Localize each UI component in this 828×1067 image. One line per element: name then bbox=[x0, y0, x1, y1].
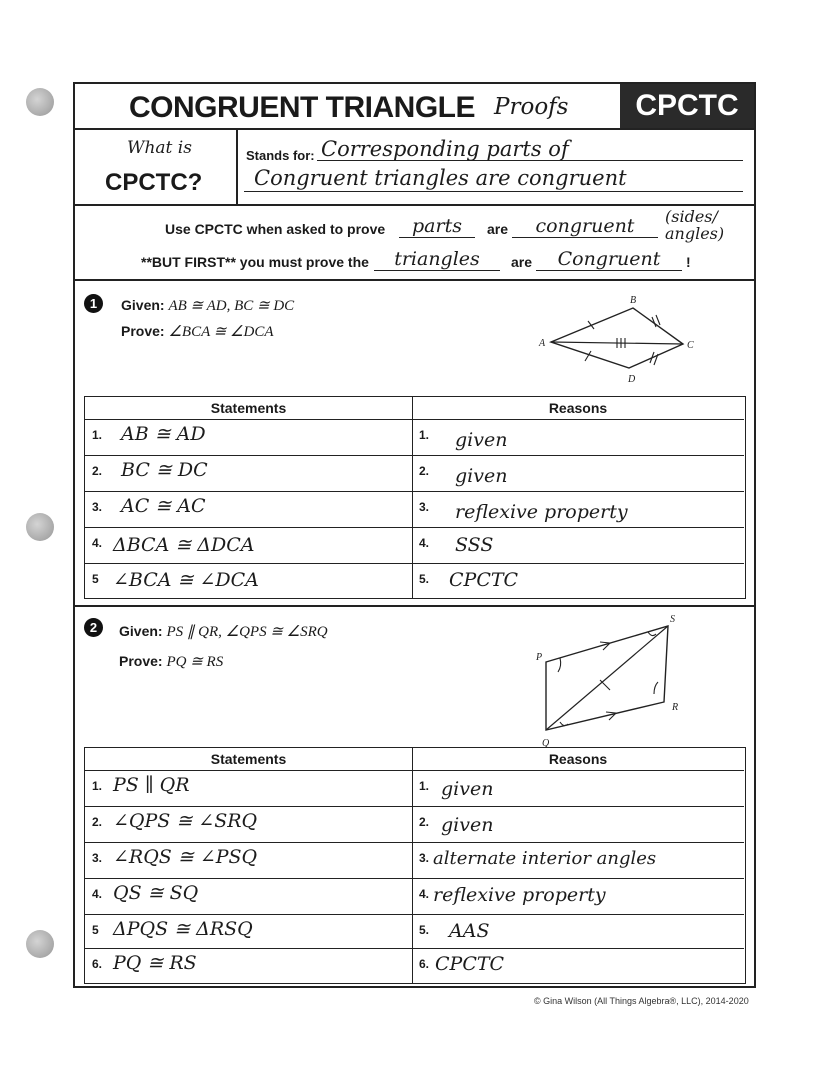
statement-number: 2. bbox=[92, 815, 103, 829]
statement-text: PQ ≅ RS bbox=[113, 952, 197, 974]
stands-for-line-2: Congruent triangles are congruent bbox=[244, 166, 743, 192]
copyright-notice: © Gina Wilson (All Things Algebra®, LLC), 2014-2020 bbox=[534, 996, 749, 1006]
usage-line2-mid: are bbox=[511, 254, 533, 270]
table-row bbox=[85, 491, 744, 527]
statement-text: AC ≅ AC bbox=[121, 495, 206, 517]
problem-2-given bbox=[119, 622, 328, 641]
given-statement: AB ≅ AD, BC ≅ DC bbox=[168, 298, 295, 314]
statement-text: ΔPQS ≅ ΔRSQ bbox=[113, 918, 253, 940]
statement-number: 6. bbox=[92, 957, 103, 971]
reason-text: given bbox=[441, 814, 494, 836]
term-label: CPCTC? bbox=[105, 169, 203, 196]
statement-number: 5 bbox=[92, 923, 99, 937]
prove-label: Prove: bbox=[119, 653, 163, 669]
reason-number: 5. bbox=[419, 572, 430, 586]
problem-2-proof-table bbox=[84, 747, 746, 984]
statement-number: 4. bbox=[92, 887, 103, 901]
table-row bbox=[85, 527, 744, 563]
topic-tag: CPCTC bbox=[620, 84, 754, 128]
statements-header: Statements bbox=[210, 751, 287, 767]
reason-text: given bbox=[455, 465, 508, 487]
statement-number: 5 bbox=[92, 572, 99, 586]
binder-hole-middle bbox=[26, 513, 54, 541]
reason-number: 3. bbox=[419, 851, 430, 865]
usage-line1-blank1: parts bbox=[399, 216, 475, 238]
usage-line2-end: ! bbox=[686, 254, 691, 270]
reason-text: SSS bbox=[455, 534, 494, 556]
reason-number: 6. bbox=[419, 957, 430, 971]
usage-line1-blank2: congruent bbox=[512, 216, 658, 238]
given-label: Given: bbox=[121, 297, 165, 313]
worksheet bbox=[73, 82, 756, 988]
usage-line1-note: (sides/ angles) bbox=[665, 207, 725, 243]
problem-1-number: 1 bbox=[84, 294, 103, 313]
title-row bbox=[75, 84, 754, 130]
kite-diagram bbox=[533, 290, 693, 395]
reasons-header: Reasons bbox=[548, 751, 608, 767]
problem-2-number: 2 bbox=[84, 618, 103, 637]
reason-text: given bbox=[441, 778, 494, 800]
statement-text: BC ≅ DC bbox=[121, 459, 208, 481]
definition-term-cell bbox=[75, 130, 238, 204]
page-title-script: Proofs bbox=[494, 94, 569, 120]
table-row bbox=[85, 419, 744, 455]
vertex-label-r: R bbox=[672, 702, 679, 713]
statement-text: ∠BCA ≅ ∠DCA bbox=[113, 569, 259, 591]
problem-1-prove bbox=[121, 322, 274, 341]
vertex-label-d: D bbox=[628, 374, 636, 385]
stands-for-line-1: Corresponding parts of bbox=[317, 137, 743, 161]
reason-text: AAS bbox=[449, 920, 490, 942]
usage-line1-mid: are bbox=[487, 221, 509, 237]
parallelogram-svg bbox=[530, 610, 690, 750]
kite-svg bbox=[533, 290, 693, 390]
reason-number: 5. bbox=[419, 923, 430, 937]
statement-text: ∠QPS ≅ ∠SRQ bbox=[113, 810, 258, 832]
table-row bbox=[85, 842, 744, 878]
binder-hole-top bbox=[26, 88, 54, 116]
reason-text: reflexive property bbox=[433, 884, 606, 906]
table-row bbox=[85, 878, 744, 914]
usage-line2-blank1: triangles bbox=[374, 249, 500, 271]
table-row bbox=[85, 563, 744, 597]
what-is-label: What is bbox=[127, 138, 192, 158]
vertex-label-s: S bbox=[670, 614, 675, 625]
parallelogram-diagram bbox=[530, 610, 690, 755]
table-row bbox=[85, 770, 744, 806]
binder-hole-bottom bbox=[26, 930, 54, 958]
statement-text: ∠RQS ≅ ∠PSQ bbox=[113, 846, 258, 868]
reason-number: 1. bbox=[419, 428, 430, 442]
reason-number: 1. bbox=[419, 779, 430, 793]
given-statement: PS ∥ QR, ∠QPS ≅ ∠SRQ bbox=[166, 624, 328, 640]
given-label: Given: bbox=[119, 623, 163, 639]
prove-statement: ∠BCA ≅ ∠DCA bbox=[168, 324, 274, 340]
vertex-label-a: A bbox=[539, 338, 546, 349]
statement-number: 4. bbox=[92, 536, 103, 550]
reason-number: 4. bbox=[419, 887, 430, 901]
usage-line2-prefix: **BUT FIRST** you must prove the bbox=[141, 254, 369, 270]
statement-number: 2. bbox=[92, 464, 103, 478]
vertex-label-c: C bbox=[687, 340, 694, 351]
statement-number: 3. bbox=[92, 851, 103, 865]
vertex-label-q: Q bbox=[542, 738, 550, 749]
usage-row bbox=[75, 206, 754, 281]
reason-text: CPCTC bbox=[449, 569, 519, 591]
statement-number: 1. bbox=[92, 428, 103, 442]
statement-number: 3. bbox=[92, 500, 103, 514]
statements-header: Statements bbox=[210, 400, 287, 416]
reason-number: 3. bbox=[419, 500, 430, 514]
reason-text: reflexive property bbox=[455, 501, 628, 523]
reason-text: given bbox=[455, 429, 508, 451]
usage-line2-blank2: Congruent bbox=[536, 249, 682, 271]
stands-for-label: Stands for: bbox=[246, 148, 315, 163]
reason-text: CPCTC bbox=[435, 953, 505, 975]
problem-1-proof-table bbox=[84, 396, 746, 599]
problem-divider bbox=[75, 605, 754, 607]
definition-row bbox=[75, 130, 754, 206]
table-row bbox=[85, 806, 744, 842]
statement-text: AB ≅ AD bbox=[121, 423, 206, 445]
prove-statement: PQ ≅ RS bbox=[166, 654, 224, 670]
statement-text: PS ∥ QR bbox=[113, 774, 190, 796]
table-row bbox=[85, 914, 744, 948]
statement-text: QS ≅ SQ bbox=[113, 882, 199, 904]
reason-number: 2. bbox=[419, 815, 430, 829]
usage-line1-prefix: Use CPCTC when asked to prove bbox=[165, 221, 386, 237]
vertex-label-b: B bbox=[630, 295, 637, 306]
vertex-label-p: P bbox=[536, 652, 543, 663]
table-row bbox=[85, 948, 744, 982]
reasons-header: Reasons bbox=[548, 400, 608, 416]
problem-1-given bbox=[121, 296, 294, 315]
reason-text: alternate interior angles bbox=[433, 848, 657, 869]
prove-label: Prove: bbox=[121, 323, 165, 339]
reason-number: 2. bbox=[419, 464, 430, 478]
statement-text: ΔBCA ≅ ΔDCA bbox=[113, 534, 255, 556]
reason-number: 4. bbox=[419, 536, 430, 550]
problem-2-prove bbox=[119, 652, 223, 671]
table-row bbox=[85, 455, 744, 491]
statement-number: 1. bbox=[92, 779, 103, 793]
page-title: CONGRUENT TRIANGLE bbox=[129, 91, 475, 124]
